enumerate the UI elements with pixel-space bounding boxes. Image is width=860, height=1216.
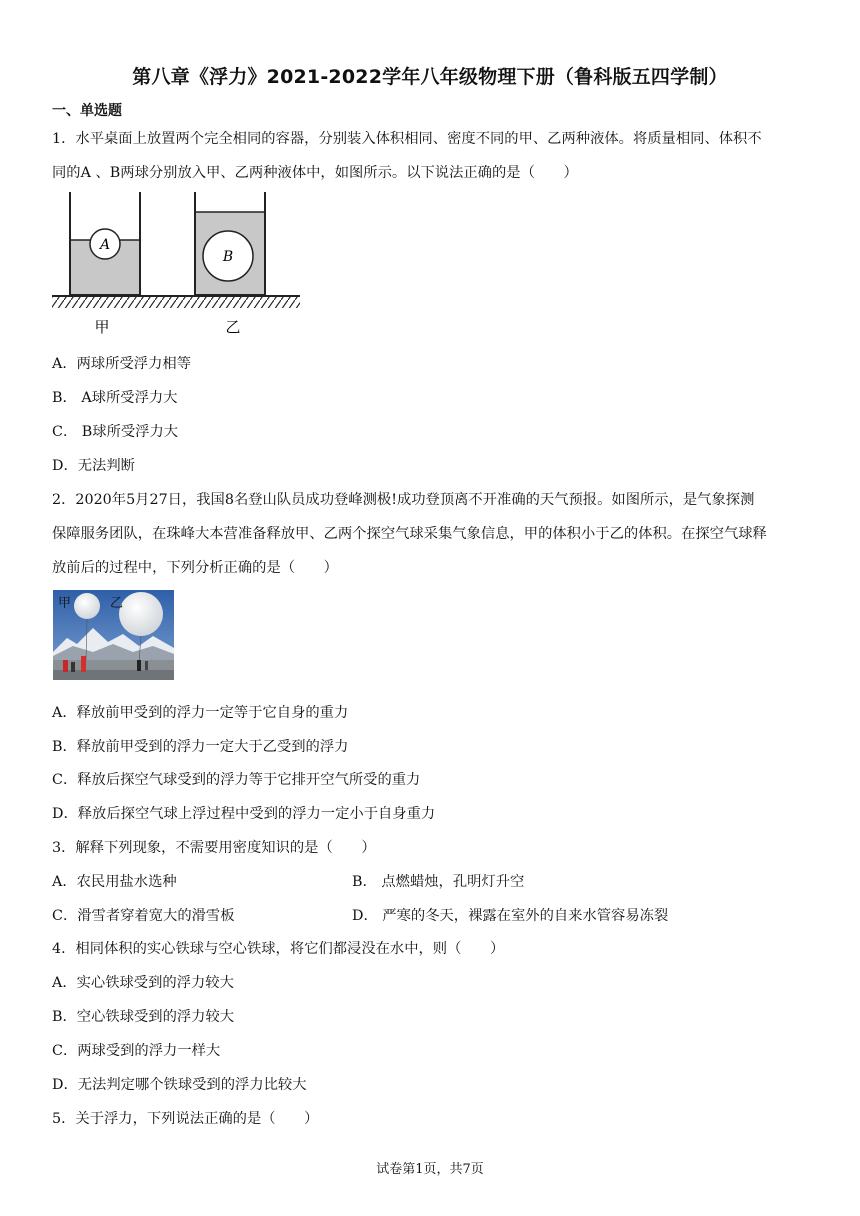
label-jia: 甲 <box>94 318 110 336</box>
ball-a-label: A <box>99 237 111 253</box>
q1-stem-line2: 同的A 、B两球分别放入甲、乙两种液体中，如图所示。以下说法正确的是（ ） <box>52 165 578 181</box>
q2-option-c: C．释放后探空气球受到的浮力等于它排开空气所受的重力 <box>52 772 421 788</box>
q4-option-c: C．两球受到的浮力一样大 <box>52 1043 221 1059</box>
q2-option-a: A．释放前甲受到的浮力一定等于它自身的重力 <box>52 705 349 721</box>
section-heading: 一、单选题 <box>52 103 122 119</box>
q2-stem-line2: 保障服务团队，在珠峰大本营准备释放甲、乙两个探空气球采集气象信息，甲的体积小于乙的体积。在探空气球释 <box>52 526 767 542</box>
q1-stem-line1: 1．水平桌面上放置两个完全相同的容器，分别装入体积相同、密度不同的甲、乙两种液体。将质量相同、体积不 <box>52 131 762 147</box>
q1-option-a: A．两球所受浮力相等 <box>52 356 191 372</box>
photo-label-yi: 乙 <box>110 596 124 611</box>
q1-option-d: D．无法判断 <box>52 458 135 474</box>
q2-stem-line3: 放前后的过程中，下列分析正确的是（ ） <box>52 560 338 576</box>
q3-stem: 3．解释下列现象，不需要用密度知识的是（ ） <box>52 840 376 856</box>
q3-option-a: A．农民用盐水选种 <box>52 874 177 890</box>
q4-stem: 4．相同体积的实心铁球与空心铁球，将它们都浸没在水中，则（ ） <box>52 941 505 957</box>
balloon-jia <box>74 593 100 619</box>
page-footer: 试卷第1页，共7页 <box>376 1162 484 1177</box>
q3-option-c: C．滑雪者穿着宽大的滑雪板 <box>52 908 235 924</box>
q2-option-b: B．释放前甲受到的浮力一定大于乙受到的浮力 <box>52 739 349 755</box>
q1-option-b: B． A球所受浮力大 <box>52 390 178 406</box>
q1-option-c: C． B球所受浮力大 <box>52 424 179 440</box>
q4-option-a: A．实心铁球受到的浮力较大 <box>52 975 234 991</box>
q2-stem-line1: 2．2020年5月27日，我国8名登山队员成功登峰测极!成功登顶离不开准确的天气预报。如图所示，是气象探测 <box>52 492 755 508</box>
q2-option-d: D．释放后探空气球上浮过程中受到的浮力一定小于自身重力 <box>52 806 436 822</box>
q3-option-d: D． 严寒的冬天，裸露在室外的自来水管容易冻裂 <box>352 908 669 924</box>
label-yi: 乙 <box>225 318 241 336</box>
q3-option-b: B． 点燃蜡烛，孔明灯升空 <box>352 874 525 890</box>
page-title: 第八章《浮力》2021-2022学年八年级物理下册（鲁科版五四学制） <box>132 66 728 88</box>
balloon-yi <box>119 592 163 636</box>
q4-option-d: D．无法判定哪个铁球受到的浮力比较大 <box>52 1077 307 1093</box>
ball-b-label: B <box>222 249 234 265</box>
photo-label-jia: 甲 <box>58 596 72 611</box>
q1-figure <box>50 190 305 340</box>
q4-option-b: B．空心铁球受到的浮力较大 <box>52 1009 235 1025</box>
q2-photo <box>53 590 174 680</box>
q5-stem: 5．关于浮力，下列说法正确的是（ ） <box>52 1111 319 1127</box>
